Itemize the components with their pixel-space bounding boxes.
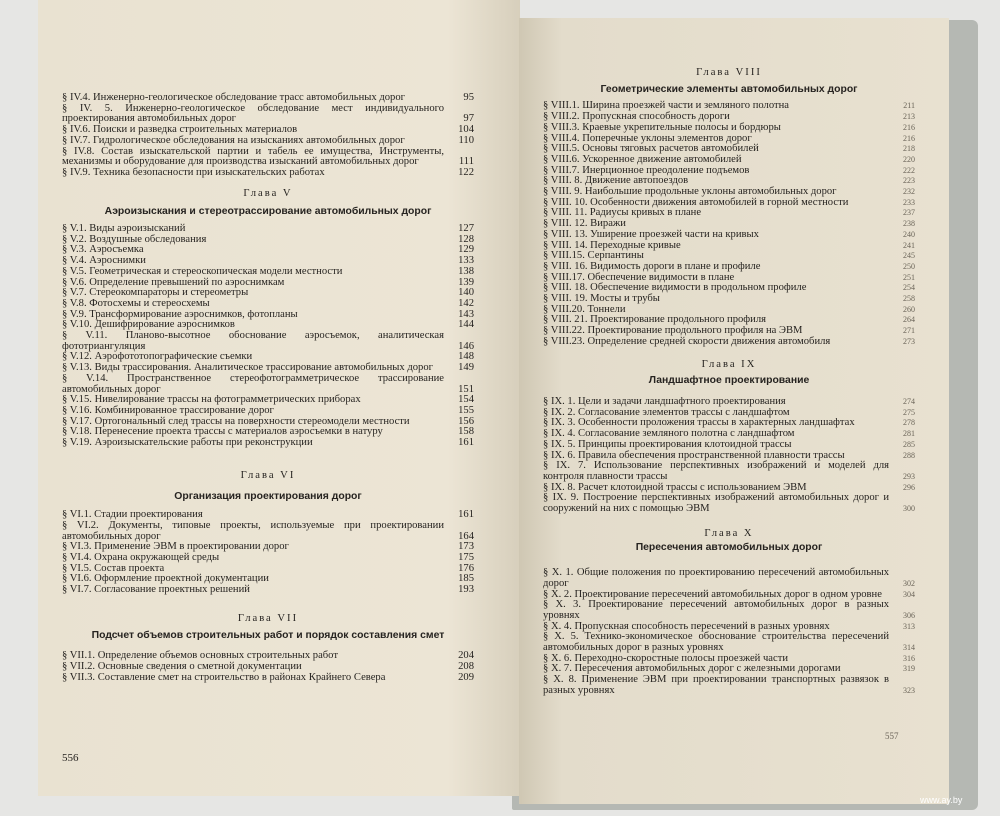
toc-entry-title: § V.14. Пространственное стереофотограмметрическое трассирование автомобильных дорог: [62, 372, 444, 395]
toc-entry-title: § X. 5. Технико-экономическое обоснование строительства пересечений автомобильных дорог в разных уровнях: [543, 631, 889, 654]
toc-entry-page: 155: [458, 404, 474, 416]
toc-entry-page: 204: [458, 650, 474, 662]
toc-entry-page: 146: [458, 340, 474, 352]
toc-entry-page: 216: [903, 133, 915, 143]
toc-entry-title: § VI.4. Охрана окружающей среды: [62, 552, 220, 564]
toc-entry-page: 161: [458, 509, 474, 521]
toc-entry-page: 142: [458, 297, 474, 309]
toc-entry-page: 156: [458, 415, 474, 427]
toc-entry-title: § VIII. 14. Переходные кривые: [543, 239, 681, 251]
toc-entry-page: 140: [458, 287, 474, 299]
toc-entry: [543, 675, 915, 696]
toc-entry-page: 213: [903, 112, 915, 122]
toc-entry-page: 95: [463, 92, 474, 103]
toc-entry-title: § VIII.7. Инерционное преодоление подъемов: [543, 164, 750, 176]
toc-entry-page: 104: [458, 124, 474, 136]
right-page-contents: [543, 68, 915, 697]
toc-entry-title: § IV. 5. Инженерно-геологическое обследование мест индивидуального проектирования автомобильных дорог: [62, 102, 444, 125]
toc-entry-title: § VII.1. Определение объемов основных строительных работ: [62, 650, 338, 662]
toc-entry-page: 240: [903, 229, 915, 239]
toc-entry-page: 251: [903, 272, 915, 282]
toc-entry-title: § X. 7. Пересечения автомобильных дорог с железными дорогами: [543, 663, 841, 675]
toc-entry-title: § IV.9. Техника безопасности при изыскательских работах: [62, 166, 325, 178]
toc-entry-page: 316: [903, 653, 915, 663]
toc-entry-page: 241: [903, 240, 915, 250]
toc-entry-page: 323: [903, 685, 915, 695]
toc-entry-title: § VIII. 13. Уширение проезжей части на кривых: [543, 228, 759, 240]
toc-entry-title: § V.1. Виды аэроизысканий: [62, 223, 186, 235]
toc-entry-page: 154: [458, 394, 474, 406]
toc-entry-title: § V.17. Ортогональный след трассы на поверхности стереомодели местности: [62, 415, 410, 427]
toc-entry-page: 110: [458, 134, 474, 146]
toc-entry: [62, 168, 474, 179]
toc-entry-page: 233: [903, 197, 915, 207]
toc-entry-page: 237: [903, 208, 915, 218]
toc-entry-title: § V.6. Определение превышений по аэроснимкам: [62, 276, 285, 288]
toc-entry-title: § IX. 9. Построение перспективных изображений автомобильных дорог и сооружений на них с помощью ЭВМ: [543, 492, 889, 515]
toc-entry-title: § VIII.17. Обеспечение видимости в плане: [543, 271, 735, 283]
toc-entry-title: § V.4. Аэроснимки: [62, 255, 146, 267]
chapter-title: Подсчет объемов строительных работ и порядок составления смет: [91, 629, 445, 641]
toc-entry: [543, 600, 915, 621]
toc-entry: [543, 568, 915, 589]
toc-entry-page: 158: [458, 426, 474, 438]
chapter-label: Глава VIII: [696, 67, 762, 78]
toc-entry: [62, 331, 474, 352]
toc-entry-title: § VIII. 11. Радиусы кривых в плане: [543, 207, 702, 219]
toc-entry-page: 144: [458, 319, 474, 331]
toc-entry: [62, 374, 474, 395]
toc-entry-page: 293: [903, 471, 915, 481]
toc-entry-title: § VIII.3. Краевые укрепительные полосы и бордюры: [543, 121, 781, 133]
toc-entry-page: 304: [903, 589, 915, 599]
toc-entry-page: 173: [458, 541, 474, 553]
toc-entry-title: § VIII.20. Тоннели: [543, 303, 626, 315]
toc-entry-title: § IX. 3. Особенности проложения трассы в характерных ландшафтах: [543, 417, 855, 429]
toc-entry-title: § V.7. Стереокомпараторы и стереометры: [62, 287, 249, 299]
toc-entry-title: § V.8. Фотосхемы и стереосхемы: [62, 297, 210, 309]
toc-entry: [543, 230, 915, 241]
toc-entry-page: 258: [903, 294, 915, 304]
toc-entry-title: § IX. 6. Правила обеспечения пространственной плавности трассы: [543, 449, 845, 461]
toc-entry-title: § V.13. Виды трассирования. Аналитическое трассирование автомобильных дорог: [62, 362, 433, 374]
toc-entry-page: 288: [903, 450, 915, 460]
toc-entry: [62, 585, 474, 596]
toc-entry-page: 220: [903, 154, 915, 164]
toc-entry-page: 139: [458, 276, 474, 288]
chapter-title: Аэроизыскания и стереотрассирование автомобильных дорог: [104, 206, 432, 218]
toc-entry-page: 185: [458, 573, 474, 585]
toc-entry-page: 300: [903, 504, 915, 514]
toc-entry-title: § V.19. Аэроизыскательские работы при реконструкции: [62, 437, 313, 449]
toc-entry: [543, 493, 915, 514]
toc-entry-page: 273: [903, 336, 915, 346]
toc-entry-page: 148: [458, 351, 474, 363]
toc-entry-title: § IX. 1. Цели и задачи ландшафтного проектирования: [543, 395, 786, 407]
right-page: [519, 18, 949, 804]
toc-entry-title: § VIII. 12. Виражи: [543, 218, 626, 230]
spacer: [62, 449, 474, 471]
toc-entry-page: 314: [903, 643, 915, 653]
toc-entry-title: § IX. 2. Согласование элементов трассы с ландшафтом: [543, 406, 790, 418]
toc-entry-page: 281: [903, 429, 915, 439]
toc-entry-title: § VIII.5. Основы тяговых расчетов автомобилей: [543, 143, 759, 155]
spacer: [62, 482, 474, 492]
toc-entry-page: 245: [903, 251, 915, 261]
toc-entry-title: § IX. 8. Расчет клотоидной трассы с использованием ЭВМ: [543, 481, 807, 493]
toc-entry-page: 296: [903, 482, 915, 492]
toc-entry-title: § V.9. Трансформирование аэроснимков, фотопланы: [62, 308, 298, 320]
toc-entry: [62, 147, 474, 168]
toc-entry: [543, 461, 915, 482]
spacer: [543, 515, 915, 529]
toc-entry-title: § VIII.23. Определение средней скорости движения автомобиля: [543, 335, 831, 347]
toc-entry-page: 264: [903, 315, 915, 325]
toc-entry-page: 175: [458, 552, 474, 564]
toc-entry-page: 129: [458, 244, 474, 256]
toc-entry-page: 138: [458, 265, 474, 277]
toc-entry-title: § X. 2. Проектирование пересечений автомобильных дорог в одном уровне: [543, 588, 882, 600]
spacer: [62, 596, 474, 614]
toc-entry-title: § V.11. Планово-высотное обоснование аэросъемок, аналитическая фототриангуляция: [62, 330, 444, 352]
toc-entry-page: 216: [903, 122, 915, 132]
toc-entry: [543, 337, 915, 348]
chapter-title: Пересечения автомобильных дорог: [635, 542, 823, 554]
toc-entry-page: 278: [903, 418, 915, 428]
toc-entry-title: § V.2. Воздушные обследования: [62, 233, 207, 245]
toc-entry-title: § V.10. Дешифрирование аэроснимков: [62, 319, 235, 331]
toc-entry-page: 149: [458, 362, 474, 374]
toc-entry-title: § V.18. Перенесение проекта трассы с материалов аэросъемки в натуру: [62, 426, 383, 438]
watermark-text: www.ay.by: [920, 795, 963, 805]
left-page-number: 556: [62, 752, 79, 764]
chapter-label: Глава IX: [701, 358, 757, 370]
spacer: [543, 348, 915, 360]
toc-entry: [62, 104, 474, 125]
toc-entry-page: 218: [903, 144, 915, 154]
chapter-label: Глава V: [243, 187, 293, 199]
toc-entry-title: § V.3. Аэросъемка: [62, 244, 144, 256]
toc-entry: [62, 673, 474, 684]
toc-entry-title: § VI.2. Документы, типовые проекты, используемые при проектировании автомобильных дорог: [62, 519, 444, 542]
toc-entry-page: 275: [903, 407, 915, 417]
toc-entry-page: 176: [458, 562, 474, 574]
toc-entry-title: § VII.2. Основные сведения о сметной документации: [62, 660, 302, 672]
toc-entry-page: 127: [458, 223, 474, 235]
toc-entry-page: 97: [463, 113, 474, 125]
toc-entry-page: 313: [903, 621, 915, 631]
toc-entry-page: 223: [903, 176, 915, 186]
toc-entry-title: § VIII. 18. Обеспечение видимости в продольном профиле: [543, 282, 807, 294]
toc-entry: [543, 632, 915, 653]
toc-entry-title: § IX. 4. Согласование земляного полотна с ландшафтом: [543, 428, 795, 440]
toc-entry-title: § X. 6. Переходно-скоростные полосы проезжей части: [543, 652, 788, 664]
toc-entry-title: § VIII.22. Проектирование продольного профиля на ЭВМ: [543, 325, 803, 337]
toc-entry-page: 274: [903, 396, 915, 406]
toc-entry-page: 209: [458, 671, 474, 683]
toc-entry-title: § VIII. 10. Особенности движения автомобилей в горной местности: [543, 196, 849, 208]
toc-entry-title: § VIII. 8. Движение автопоездов: [543, 175, 689, 187]
toc-entry-title: § X. 1. Общие положения по проектированию пересечений автомобильных дорог: [543, 567, 889, 589]
toc-entry-page: 122: [458, 166, 474, 178]
toc-entry-title: § VIII.4. Поперечные уклоны элементов дорог: [543, 132, 752, 144]
toc-entry-title: § X. 3. Проектирование пересечений автомобильных дорог в разных уровнях: [543, 599, 889, 621]
toc-entry-title: § VIII.15. Серпантины: [543, 250, 644, 262]
chapter-title: Ландшафтное проектирование: [648, 375, 810, 387]
toc-entry-page: 133: [458, 255, 474, 267]
toc-entry-title: § IV.6. Поиски и разведка строительных материалов: [62, 124, 298, 136]
toc-entry-title: § VII.3. Составление смет на строительство в районах Крайнего Севера: [62, 671, 386, 683]
chapter-label: Глава VI: [240, 469, 296, 481]
toc-entry: [543, 440, 915, 451]
toc-entry-page: 319: [903, 664, 915, 674]
toc-entry-page: 254: [903, 283, 915, 293]
toc-entry-title: § VI.1. Стадии проектирования: [62, 509, 203, 521]
toc-entry-title: § VIII.1. Ширина проезжей части и земляного полотна: [543, 100, 789, 112]
toc-entry-page: 260: [903, 304, 915, 314]
toc-entry-title: § IX. 7. Использование перспективных изображений и моделей для контроля плавности трассы: [543, 460, 889, 482]
toc-entry-title: § IX. 5. Принципы проектирования клотоидной трассы: [543, 438, 792, 450]
toc-entry-title: § IV.7. Гидрологическое обследования на изысканиях автомобильных дорог: [62, 134, 405, 146]
chapter-label: Глава X: [704, 527, 754, 539]
spacer: [543, 554, 915, 568]
toc-entry-title: § V.5. Геометрическая и стереоскопическая модели местности: [62, 265, 343, 277]
toc-entry: [62, 521, 474, 542]
toc-entry-page: 128: [458, 233, 474, 245]
left-page: [38, 0, 520, 796]
toc-entry-page: 193: [458, 584, 474, 596]
toc-entry-title: § VIII. 16. Видимость дороги в плане и профиле: [543, 260, 761, 272]
toc-entry-page: 250: [903, 261, 915, 271]
toc-entry-page: 285: [903, 439, 915, 449]
toc-entry-page: 238: [903, 219, 915, 229]
toc-entry-title: § VIII. 21. Проектирование продольного профиля: [543, 314, 766, 326]
toc-entry-title: § VI.6. Оформление проектной документации: [62, 573, 269, 585]
toc-entry-page: 211: [903, 101, 915, 111]
toc-entry-page: 306: [903, 610, 915, 620]
toc-entry-title: § VI.5. Состав проекта: [62, 562, 165, 574]
toc-entry-title: § V.15. Нивелирование трассы на фотограмметрических приборах: [62, 394, 361, 406]
chapter-label: Глава VII: [237, 612, 299, 624]
toc-entry-page: 271: [903, 326, 915, 336]
toc-entry-title: § IV.4. Инженерно-геологическое обследование трасс автомобильных дорог: [62, 92, 405, 103]
toc-entry-title: § VIII.6. Ускоренное движение автомобилей: [543, 153, 742, 165]
toc-entry: [62, 136, 474, 147]
toc-entry-page: 232: [903, 187, 915, 197]
toc-entry-page: 208: [458, 660, 474, 672]
toc-entry-page: 151: [458, 383, 474, 395]
right-page-number: 557: [885, 731, 899, 741]
toc-entry-title: § V.12. Аэрофототопографические съемки: [62, 351, 253, 363]
chapter-title: Организация проектирования дорог: [174, 490, 362, 502]
toc-entry-page: 302: [903, 578, 915, 588]
toc-entry-page: 111: [458, 156, 474, 168]
toc-entry-title: § VIII. 19. Мосты и трубы: [543, 293, 660, 305]
toc-entry-title: § X. 8. Применение ЭВМ при проектировании транспортных развязок в разных уровнях: [543, 674, 889, 696]
toc-entry-page: 143: [458, 308, 474, 320]
toc-entry-title: § X. 4. Пропускная способность пересечений в разных уровнях: [543, 620, 830, 632]
toc-entry-title: § V.16. Комбинированное трассирование дорог: [62, 404, 274, 416]
toc-entry-title: § IV.8. Состав изыскательской партии и табель ее имущества, Инструменты, механизмы и оборудование для производства изысканий автомобильных дорог: [62, 145, 444, 168]
chapter-title: Геометрические элементы автомобильных дорог: [600, 83, 858, 95]
toc-entry-title: § VI.3. Применение ЭВМ в проектировании дорог: [62, 541, 289, 553]
toc-entry-title: § VI.7. Согласование проектных решений: [62, 584, 250, 596]
toc-entry-title: § VIII.2. Пропускная способность дороги: [543, 111, 730, 123]
toc-entry-title: § VIII. 9. Наибольшие продольные уклоны автомобильных дорог: [543, 186, 837, 198]
toc-entry-page: 161: [458, 437, 474, 449]
left-page-contents: [62, 93, 474, 683]
toc-entry-page: 164: [458, 530, 474, 542]
toc-entry: [62, 438, 474, 449]
toc-entry-page: 222: [903, 165, 915, 175]
toc-entry: [543, 123, 915, 134]
toc-entry: [62, 267, 474, 278]
